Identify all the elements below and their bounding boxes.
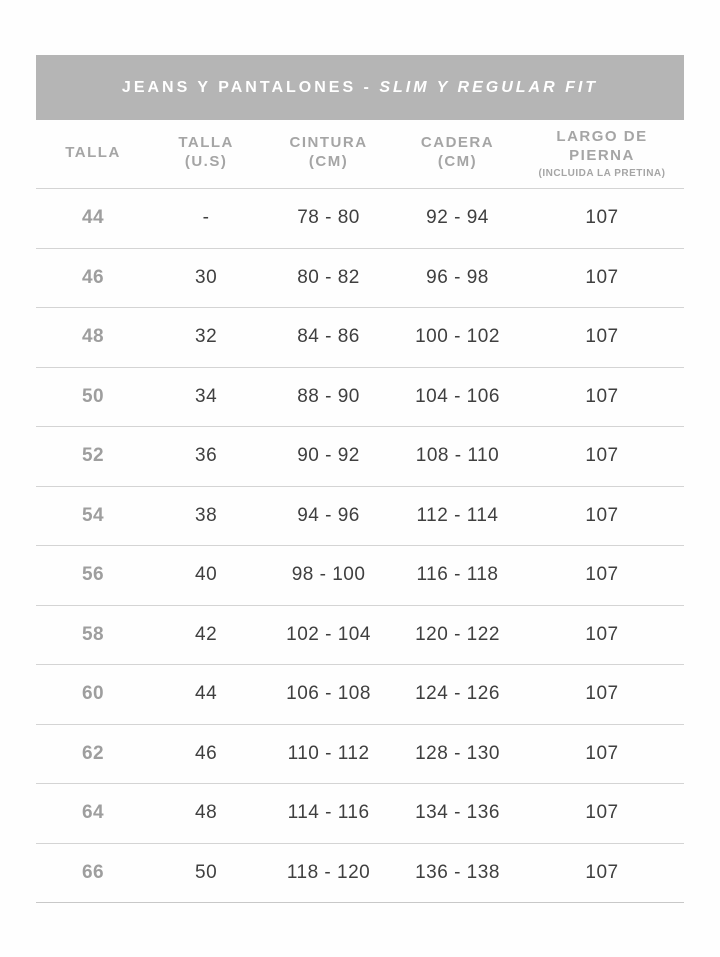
cell-cintura: 88 - 90 [297, 385, 360, 407]
table-row [36, 427, 684, 487]
table-row [36, 784, 684, 844]
cell-talla-us: 48 [195, 802, 218, 824]
table-row [36, 308, 684, 368]
cell-largo-pierna: 107 [585, 802, 619, 824]
table-row [36, 844, 684, 904]
cell-talla-us: 46 [195, 742, 218, 764]
cell-cintura: 110 - 112 [287, 742, 370, 764]
cell-cadera: 116 - 118 [416, 564, 499, 586]
cell-talla: 52 [81, 445, 105, 467]
cell-talla: 62 [81, 742, 105, 764]
chart-title [122, 79, 598, 97]
cell-talla-us: 44 [195, 683, 218, 705]
cell-largo-pierna: 107 [585, 266, 619, 288]
table-row [36, 725, 684, 785]
cell-talla-us: 36 [195, 445, 218, 467]
cell-talla: 50 [81, 385, 105, 407]
cell-talla-us: 38 [195, 504, 218, 526]
cell-talla: 46 [81, 266, 105, 288]
table-row [36, 189, 684, 249]
cell-talla: 54 [81, 504, 105, 526]
cell-largo-pierna: 107 [585, 385, 619, 407]
cell-talla: 48 [81, 326, 105, 348]
table-row [36, 546, 684, 606]
cell-cadera: 136 - 138 [415, 861, 500, 883]
table-row [36, 665, 684, 725]
table-row [36, 606, 684, 666]
cell-cintura: 90 - 92 [297, 445, 360, 467]
cell-cintura: 102 - 104 [286, 623, 371, 645]
cell-talla: 66 [81, 861, 105, 883]
cell-talla-us: 30 [195, 266, 218, 288]
cell-cadera: 104 - 106 [415, 385, 500, 407]
chart-title-regular: JEANS Y PANTALONES - [121, 78, 380, 96]
cell-largo-pierna: 107 [585, 504, 619, 526]
cell-talla: 56 [81, 564, 105, 586]
cell-talla: 58 [81, 623, 105, 645]
cell-talla: 44 [81, 207, 105, 229]
column-header-talla-us: TALLA (U.S) [178, 134, 234, 170]
cell-largo-pierna: 107 [585, 742, 619, 764]
table-row [36, 249, 684, 309]
cell-cintura: 106 - 108 [286, 683, 371, 705]
cell-cintura: 84 - 86 [297, 326, 360, 348]
cell-largo-pierna: 107 [585, 564, 619, 586]
cell-talla-us: - [202, 207, 210, 229]
cell-cintura: 98 - 100 [291, 564, 366, 586]
column-header-cintura: CINTURA (CM) [289, 134, 368, 170]
size-table [36, 120, 684, 903]
table-header-row [36, 120, 684, 189]
cell-cadera: 124 - 126 [415, 683, 500, 705]
cell-largo-pierna: 107 [585, 861, 619, 883]
cell-cadera: 128 - 130 [415, 742, 500, 764]
cell-cadera: 108 - 110 [415, 445, 500, 467]
cell-cadera: 100 - 102 [415, 326, 500, 348]
cell-cadera: 92 - 94 [426, 207, 489, 229]
cell-largo-pierna: 107 [585, 445, 619, 467]
cell-cadera: 120 - 122 [415, 623, 500, 645]
cell-cintura: 114 - 116 [287, 802, 370, 824]
cell-cadera: 96 - 98 [426, 266, 489, 288]
cell-largo-pierna: 107 [585, 326, 619, 348]
cell-largo-pierna: 107 [585, 623, 619, 645]
cell-talla-us: 50 [195, 861, 218, 883]
cell-cintura: 80 - 82 [297, 266, 360, 288]
cell-largo-pierna: 107 [585, 207, 619, 229]
cell-talla-us: 34 [195, 385, 218, 407]
cell-cintura: 118 - 120 [286, 861, 371, 883]
chart-title-italic: SLIM Y REGULAR FIT [379, 78, 599, 96]
cell-talla: 60 [81, 683, 105, 705]
cell-cadera: 134 - 136 [415, 802, 500, 824]
table-row [36, 368, 684, 428]
column-header-largo-pierna: LARGO DE PIERNA (INCLUIDA LA PRETINA) [538, 128, 666, 179]
cell-talla-us: 32 [195, 326, 218, 348]
table-body [36, 189, 684, 903]
cell-largo-pierna: 107 [585, 683, 619, 705]
cell-cadera: 112 - 114 [416, 504, 499, 526]
column-header-cadera: CADERA (CM) [420, 134, 495, 170]
chart-title-bar [36, 55, 684, 120]
cell-cintura: 78 - 80 [297, 207, 360, 229]
cell-talla-us: 42 [195, 623, 218, 645]
cell-talla: 64 [81, 802, 105, 824]
cell-cintura: 94 - 96 [297, 504, 360, 526]
table-row [36, 487, 684, 547]
column-header-talla: TALLA [65, 143, 121, 161]
cell-talla-us: 40 [195, 564, 218, 586]
